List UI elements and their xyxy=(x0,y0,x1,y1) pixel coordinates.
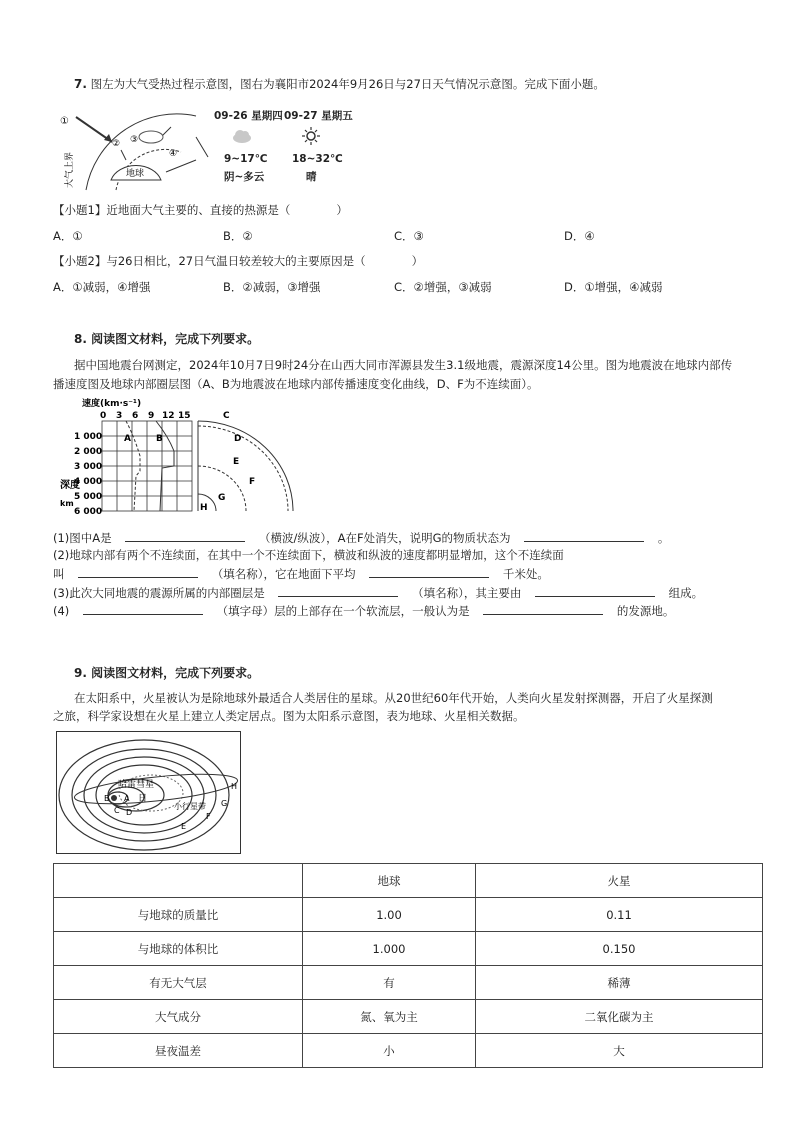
q8-sub3-blank-1[interactable] xyxy=(278,584,398,597)
table-cell: 有 xyxy=(303,966,476,1000)
sun-icon xyxy=(302,127,320,145)
weather-desc-2: 晴 xyxy=(306,171,317,183)
depth-axis-label: 深度 xyxy=(60,480,80,491)
q9-para-line1: 在太阳系中，火星被认为是除地球外最适合人类居住的星球。从20世纪60年代开始，人类向火星发射探测器，开启了火星探测 xyxy=(74,691,713,705)
q8-sub3-post: 组成。 xyxy=(668,586,704,600)
q7-sub2-option-c[interactable]: C．②增强，③减弱 xyxy=(394,280,492,294)
q8-sub1-blank-1[interactable] xyxy=(125,529,245,542)
speed-tick: 3 xyxy=(116,411,123,421)
sun-marker xyxy=(111,795,117,801)
q7-sub2-option-d[interactable]: D．①增强，④减弱 xyxy=(564,280,663,294)
table-header-row xyxy=(54,864,763,898)
q8-sub3 xyxy=(53,584,703,601)
layer-label-h: H xyxy=(200,503,208,513)
cloud-icon xyxy=(232,128,252,144)
q8-sub4-post: 的发源地。 xyxy=(616,604,675,618)
q8-sub1-post: 。 xyxy=(657,531,670,545)
diagram-label-1: ① xyxy=(60,116,69,127)
moho-boundary xyxy=(198,426,288,511)
weather-date-1: 09-26 星期四 xyxy=(214,110,283,122)
q8-sub2-line1: (2)地球内部有两个不连续面，在其中一个不连续面下，横波和纵波的速度都明显增加，这个不连续面 xyxy=(53,548,564,562)
q9-para-line2: 之旅，科学家设想在火星上建立人类定居点。图为太阳系示意图，表为地球、火星相关数据。 xyxy=(53,709,525,723)
depth-tick: 1 000 xyxy=(74,432,103,442)
q7-stem xyxy=(74,76,605,92)
cloud-shape xyxy=(139,131,163,143)
depth-tick: 3 000 xyxy=(74,462,103,472)
speed-tick: 6 xyxy=(132,411,139,421)
layer-label-f: F xyxy=(249,477,256,487)
radiation-arrow-4 xyxy=(166,160,196,172)
planet-label-b: B xyxy=(104,794,110,803)
table-header-cell xyxy=(54,864,303,898)
comet-label: 哈雷彗星 xyxy=(118,780,155,790)
table-header-cell: 火星 xyxy=(476,864,763,898)
belt-label: 小行星带 xyxy=(174,802,206,811)
table-header-cell: 地球 xyxy=(303,864,476,898)
table-cell: 大 xyxy=(476,1034,763,1068)
q7-number: 7. xyxy=(74,77,87,91)
layer-label-g: G xyxy=(218,493,226,503)
table-cell: 有无大气层 xyxy=(54,966,303,1000)
speed-tick: 0 xyxy=(100,411,107,421)
q8-title: 8. 阅读图文材料，完成下列要求。 xyxy=(74,332,260,346)
planet-label-g: G xyxy=(221,799,228,808)
table-row xyxy=(54,1000,763,1034)
q8-sub1-pre: (1)图中A是 xyxy=(53,531,112,545)
planet-label-f: F xyxy=(206,812,211,821)
q8-sub3-mid: （填名称），其主要由 xyxy=(412,586,522,600)
q7-sub2-option-a[interactable]: A．①减弱，④增强 xyxy=(53,280,151,294)
q8-sub2-blank-2[interactable] xyxy=(369,565,489,578)
curve-a-label: A xyxy=(124,434,131,444)
table-cell: 小 xyxy=(303,1034,476,1068)
table-cell: 1.000 xyxy=(303,932,476,966)
planet-label-c: C xyxy=(114,806,120,815)
planet-label-h: H xyxy=(231,782,238,791)
q8-sub4-mid: （填字母）层的上部存在一个软流层，一般认为是 xyxy=(216,604,470,618)
radiation-arrow-5 xyxy=(196,137,208,157)
crust-boundary xyxy=(198,421,293,511)
q7-sub1-stem: 【小题1】近地面大气主要的、直接的热源是（ ） xyxy=(53,203,348,217)
q8-para-line2: 播速度图及地球内部圈层图（A、B为地震波在地球内部传播速度变化曲线，D、F为不连续面）。 xyxy=(53,377,539,391)
speed-tick: 12 xyxy=(162,411,175,421)
q8-sub1-mid: （横波/纵波），A在F处消失，说明G的物质状态为 xyxy=(258,531,511,545)
q8-sub3-blank-2[interactable] xyxy=(535,584,655,597)
diagram-label-3: ③ xyxy=(130,135,139,145)
layer-label-c: C xyxy=(223,411,230,421)
diagram-label-4: ④ xyxy=(169,149,178,159)
q8-sub1-blank-2[interactable] xyxy=(524,529,644,542)
table-row xyxy=(54,966,763,1000)
depth-tick: 5 000 xyxy=(74,492,103,502)
q7-sub1-option-c[interactable]: C．③ xyxy=(394,229,424,243)
q8-sub4-blank-2[interactable] xyxy=(483,602,603,615)
q8-sub4-pre: (4) xyxy=(53,604,70,618)
table-cell: 大气成分 xyxy=(54,1000,303,1034)
depth-axis-unit: km xyxy=(60,499,74,508)
q8-sub1 xyxy=(53,529,669,546)
table-cell: 与地球的体积比 xyxy=(54,932,303,966)
table-cell: 氮、氧为主 xyxy=(303,1000,476,1034)
depth-tick: 2 000 xyxy=(74,447,103,457)
q8-sub2-post: 千米处。 xyxy=(502,567,549,581)
weather-desc-1: 阴~多云 xyxy=(224,171,265,183)
earth-mars-table xyxy=(53,863,763,1068)
center-label: 日 xyxy=(138,794,148,804)
table-row xyxy=(54,898,763,932)
table-cell: 与地球的质量比 xyxy=(54,898,303,932)
atmosphere-heating-diagram xyxy=(56,102,216,192)
table-row xyxy=(54,932,763,966)
q8-sub4-blank-1[interactable] xyxy=(83,602,203,615)
q7-text: 图左为大气受热过程示意图，图右为襄阳市2024年9月26日与27日天气情况示意图。完成下面小题。 xyxy=(90,77,605,91)
planet-label-e: E xyxy=(181,822,187,831)
q8-sub2-mid: （填名称），它在地面下平均 xyxy=(211,567,356,581)
speed-tick: 9 xyxy=(148,411,155,421)
table-cell: 0.150 xyxy=(476,932,763,966)
q8-sub2-blank-1[interactable] xyxy=(78,565,198,578)
seismic-wave-chart xyxy=(56,396,316,516)
weather-date-2: 09-27 星期五 xyxy=(284,110,353,122)
curve-b-label: B xyxy=(156,434,163,444)
q7-sub1-option-b[interactable]: B．② xyxy=(223,229,253,243)
q8-sub3-pre: (3)此次大同地震的震源所属的内部圈层是 xyxy=(53,586,265,600)
q7-sub2-option-b[interactable]: B．②减弱，③增强 xyxy=(223,280,321,294)
weather-temp-2: 18~32℃ xyxy=(292,153,343,165)
solar-system-diagram xyxy=(56,731,241,854)
table-cell: 二氧化碳为主 xyxy=(476,1000,763,1034)
q7-sub1-option-d[interactable]: D．④ xyxy=(564,229,595,243)
depth-tick: 6 000 xyxy=(74,507,103,516)
radiation-arrow-2 xyxy=(121,150,126,160)
q7-sub1-option-a[interactable]: A．① xyxy=(53,229,83,243)
speed-tick: 15 xyxy=(178,411,191,421)
atmosphere-label: 大气上界 xyxy=(65,151,75,188)
table-cell: 稀薄 xyxy=(476,966,763,1000)
layer-label-e: E xyxy=(233,457,240,467)
planet-label-a: A xyxy=(124,794,130,803)
q8-sub2-line2 xyxy=(53,565,549,582)
table-cell: 昼夜温差 xyxy=(54,1034,303,1068)
weather-temp-1: 9~17℃ xyxy=(224,153,268,165)
table-cell: 0.11 xyxy=(476,898,763,932)
q7-sub2-stem: 【小题2】与26日相比，27日气温日较差较大的主要原因是（ ） xyxy=(53,254,424,268)
diagram-label-2: ② xyxy=(112,139,121,149)
layer-label-d: D xyxy=(234,434,242,444)
q8-sub4 xyxy=(53,602,674,619)
chart-grid xyxy=(102,421,192,511)
table-cell: 1.00 xyxy=(303,898,476,932)
table-row xyxy=(54,1034,763,1068)
speed-axis-label: 速度(km·s⁻¹) xyxy=(82,399,142,409)
earth-label: 地球 xyxy=(126,169,145,179)
q8-sub2-pre: 叫 xyxy=(53,567,65,581)
q9-title: 9. 阅读图文材料，完成下列要求。 xyxy=(74,666,260,680)
q8-para-line1: 据中国地震台网测定，2024年10月7日9时24分在山西大同市浑源县发生3.1级地震，震源深度14公里。图为地震波在地球内部传 xyxy=(74,358,733,372)
depth-tick: 4 000 xyxy=(74,477,103,487)
planet-label-d: D xyxy=(126,808,133,817)
